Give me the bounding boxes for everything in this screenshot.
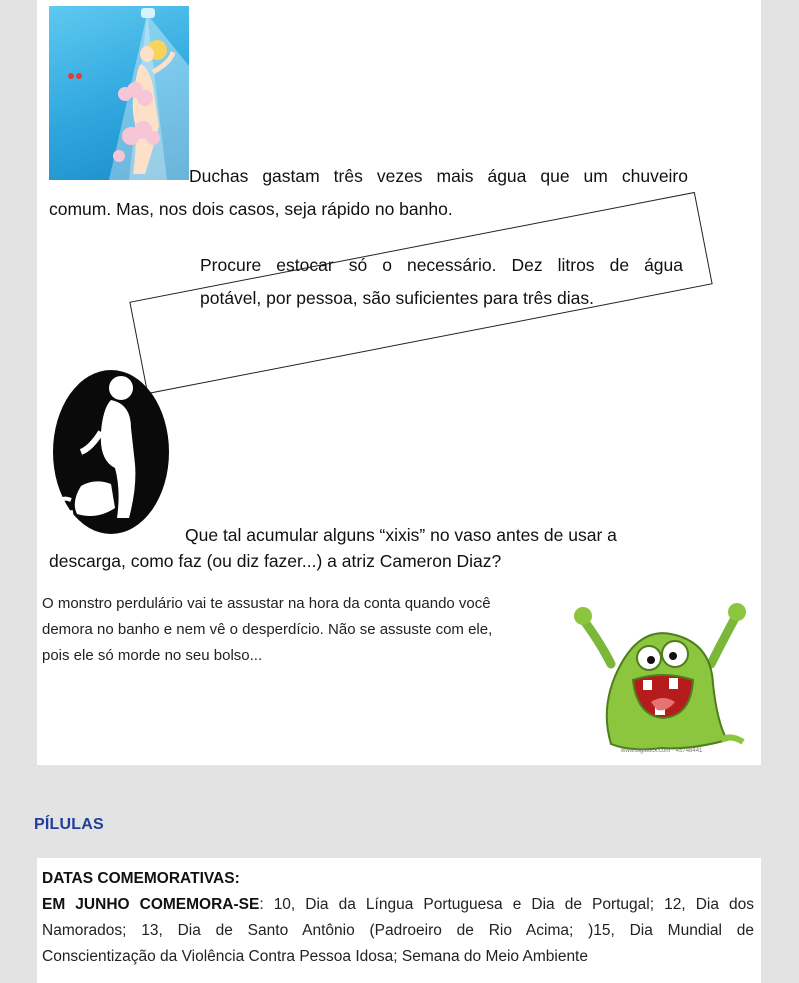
monster-text-line2: demora no banho e nem vê o desperdício. Não se assuste com ele, xyxy=(42,621,493,638)
dates-title: DATAS COMEMORATIVAS: xyxy=(42,870,240,887)
shower-woman-icon xyxy=(49,6,189,180)
june-line1 xyxy=(42,892,754,918)
storage-text-line2: potável, por pessoa, são suficientes para três dias. xyxy=(200,288,594,308)
article-card xyxy=(37,0,761,765)
pee-illustration xyxy=(51,368,173,536)
june-line1-text: : 10, Dia da Língua Portuguesa e Dia de Portugal; 12, Dia dos xyxy=(259,896,754,913)
june-line2: Namorados; 13, Dia de Santo Antônio (Padroeiro de Rio Acima; )15, Dia Mundial de xyxy=(42,922,754,939)
june-label: EM JUNHO COMEMORA-SE xyxy=(42,896,260,913)
monster-text-line3: pois ele só morde no seu bolso... xyxy=(42,647,263,664)
monster-watermark: www.bigstock.com · 45748441 xyxy=(621,748,703,754)
monster-text-line1: O monstro perdulário vai te assustar na hora da conta quando você xyxy=(42,595,491,612)
monster-illustration xyxy=(571,594,751,756)
shower-text-line2: comum. Mas, nos dois casos, seja rápido no banho. xyxy=(49,199,453,219)
pee-text-line2: descarga, como faz (ou diz fazer...) a atriz Cameron Diaz? xyxy=(49,551,502,571)
section-heading: PÍLULAS xyxy=(34,816,104,833)
dates-card xyxy=(37,858,761,983)
june-line3: Conscientização da Violência Contra Pessoa Idosa; Semana do Meio Ambiente xyxy=(42,948,588,965)
green-monster-icon xyxy=(571,594,751,756)
shower-illustration xyxy=(49,6,189,180)
pee-text-line1: Que tal acumular alguns “xixis” no vaso antes de usar a xyxy=(185,525,617,545)
shower-text-line1: Duchas gastam três vezes mais água que um chuveiro xyxy=(189,166,688,186)
boy-toilet-icon xyxy=(51,368,173,536)
storage-text-line1: Procure estocar só o necessário. Dez litros de água xyxy=(200,255,683,275)
